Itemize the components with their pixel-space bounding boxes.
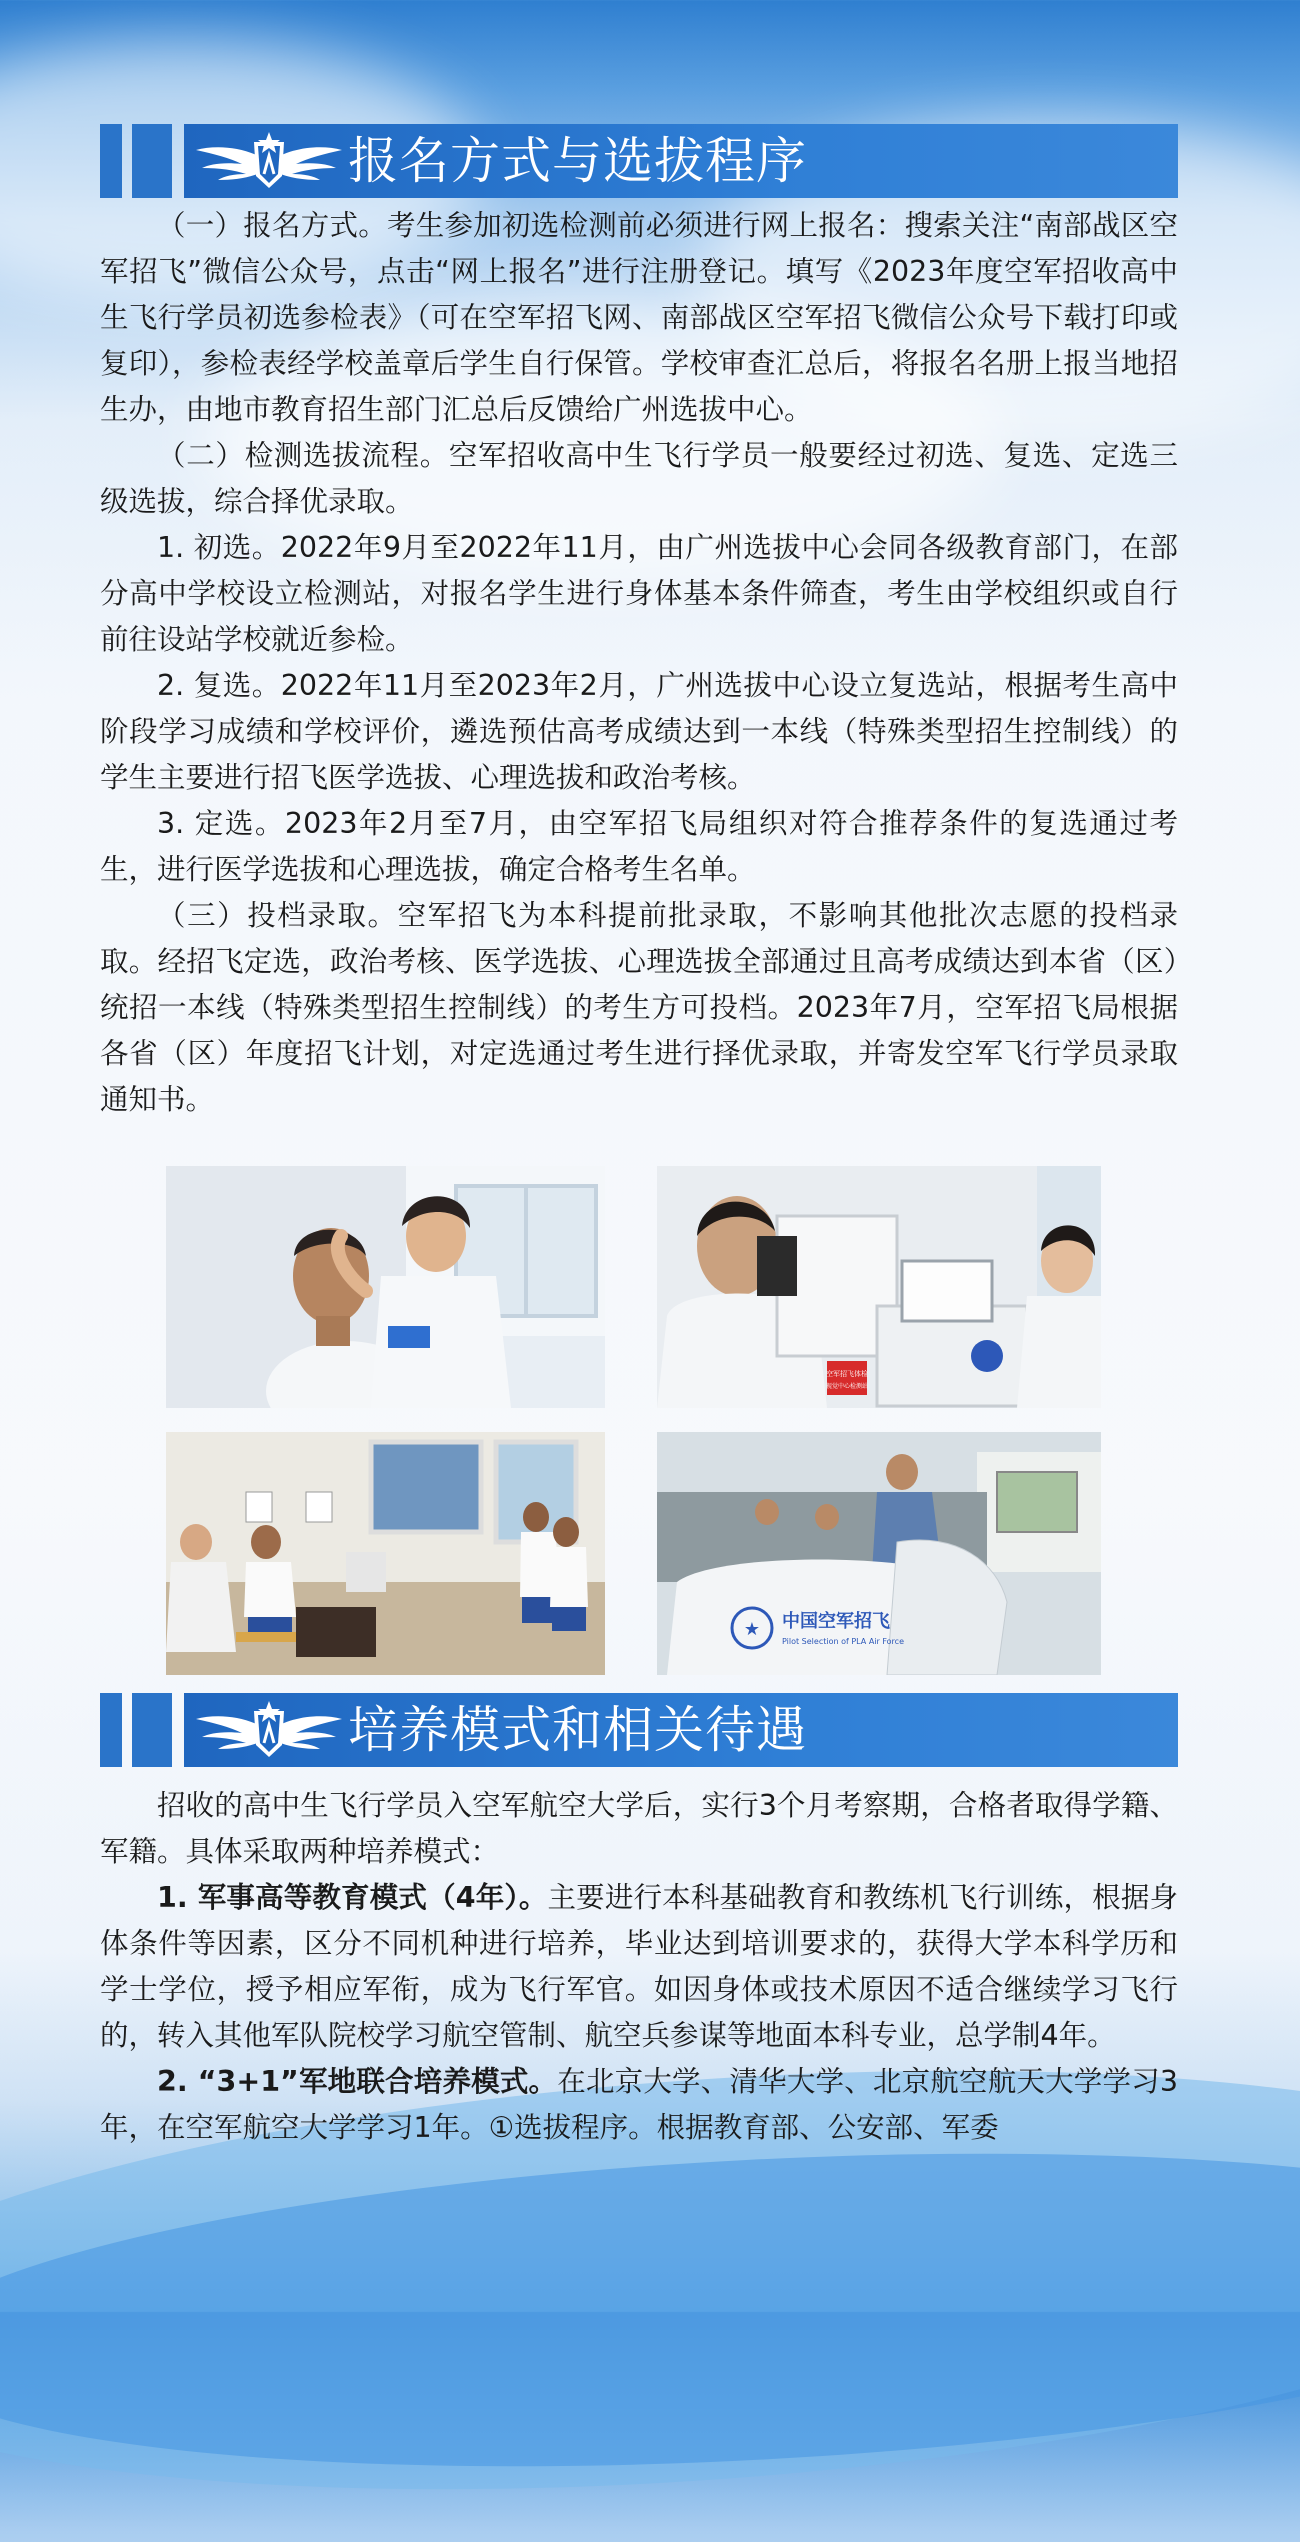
section-header-training xyxy=(100,1693,1178,1767)
simulator-photo xyxy=(657,1432,1101,1675)
svg-text:视觉中心检测站: 视觉中心检测站 xyxy=(825,1383,869,1390)
mode1-heading: 1. 军事高等教育模式（4年）。 xyxy=(157,1881,548,1914)
svg-text:空军招飞体检: 空军招飞体检 xyxy=(826,1370,868,1378)
header-accent-bar xyxy=(100,1693,122,1767)
section-title: 报名方式与选拔程序 xyxy=(348,132,807,190)
header-accent-bar xyxy=(132,1693,172,1767)
air-force-wings-emblem-icon xyxy=(194,1697,344,1763)
paragraph-final-selection: 3. 定选。2023年2月至7月，由空军招飞局组织对符合推荐条件的复选通过考生，进行医学选拔和心理选拔，确定合格考生名单。 xyxy=(100,807,1178,886)
mode2-heading: 2. “3+1”军地联合培养模式。 xyxy=(157,2065,558,2098)
svg-text:★: ★ xyxy=(743,1619,761,1640)
section-title: 培养模式和相关待遇 xyxy=(348,1701,807,1759)
physical-exam-photo xyxy=(166,1432,605,1675)
ophthalmoscope-photo xyxy=(657,1166,1101,1408)
svg-text:中国空军招飞: 中国空军招飞 xyxy=(782,1611,890,1632)
section-header-registration xyxy=(100,124,1178,198)
header-accent-bar xyxy=(132,124,172,198)
paragraph-selection-process: （二）检测选拔流程。空军招收高中生飞行学员一般要经过初选、复选、定选三级选拔，综合择优录取。 xyxy=(100,439,1178,518)
paragraph-training-intro: 招收的高中生飞行学员入空军航空大学后，实行3个月考察期，合格者取得学籍、军籍。具体采取两种培养模式： xyxy=(100,1789,1178,1868)
paragraph-mode1 xyxy=(100,1875,1178,2059)
paragraph-mode2 xyxy=(100,2059,1178,2151)
paragraph-reexamination: 2. 复选。2022年11月至2023年2月，广州选拔中心设立复选站，根据考生高中阶段学习成绩和学校评价，遴选预估高考成绩达到一本线（特殊类型招生控制线）的学生主要进行招飞医学选拔、心理选拔和政治考核。 xyxy=(100,669,1178,794)
section2-text xyxy=(100,1783,1178,2151)
paragraph-registration: （一）报名方式。考生参加初选检测前必须进行网上报名：搜索关注“南部战区空军招飞”微信公众号，点击“网上报名”进行注册登记。填写《2023年度空军招收高中生飞行学员初选参检表》（可在空军招飞网、南部战区空军招飞微信公众号下载打印或复印），参检表经学校盖章后学生自行保管。学校审查汇总后，将报名名册上报当地招生办，由地市教育招生部门汇总后反馈给广州选拔中心。 xyxy=(100,209,1178,426)
air-force-wings-emblem-icon xyxy=(194,128,344,194)
paragraph-admission: （三）投档录取。空军招飞为本科提前批录取，不影响其他批次志愿的投档录取。经招飞定选，政治考核、医学选拔、心理选拔全部通过且高考成绩达到本省（区）统招一本线（特殊类型招生控制线）的考生方可投档。2023年7月，空军招飞局根据各省（区）年度招飞计划，对定选通过考生进行择优录取，并寄发空军飞行学员录取通知书。 xyxy=(100,899,1178,1116)
svg-text:Pilot Selection of PLA Air For: Pilot Selection of PLA Air Force xyxy=(782,1637,904,1646)
mode1-body: 主要进行本科基础教育和教练机飞行训练，根据身体条件等因素，区分不同机种进行培养，毕业达到培训要求的，获得大学本科学历和学士学位，授予相应军衔，成为飞行军官。如因身体或技术原因不适合继续学习飞行的，转入其他军队院校学习航空管制、航空兵参谋等地面本科专业，总学制4年。 xyxy=(100,1881,1178,2052)
section1-text xyxy=(100,203,1178,1123)
mode2-body: 在北京大学、清华大学、北京航空航天大学学习3年，在空军航空大学学习1年。①选拔程序。根据教育部、公安部、军委 xyxy=(100,2065,1178,2144)
header-accent-bar xyxy=(100,124,122,198)
paragraph-preliminary: 1. 初选。2022年9月至2022年11月，由广州选拔中心会同各级教育部门，在部分高中学校设立检测站，对报名学生进行身体基本条件筛查，考生由学校组织或自行前往设站学校就近参检。 xyxy=(100,531,1178,656)
eye-exam-photo xyxy=(166,1166,605,1408)
